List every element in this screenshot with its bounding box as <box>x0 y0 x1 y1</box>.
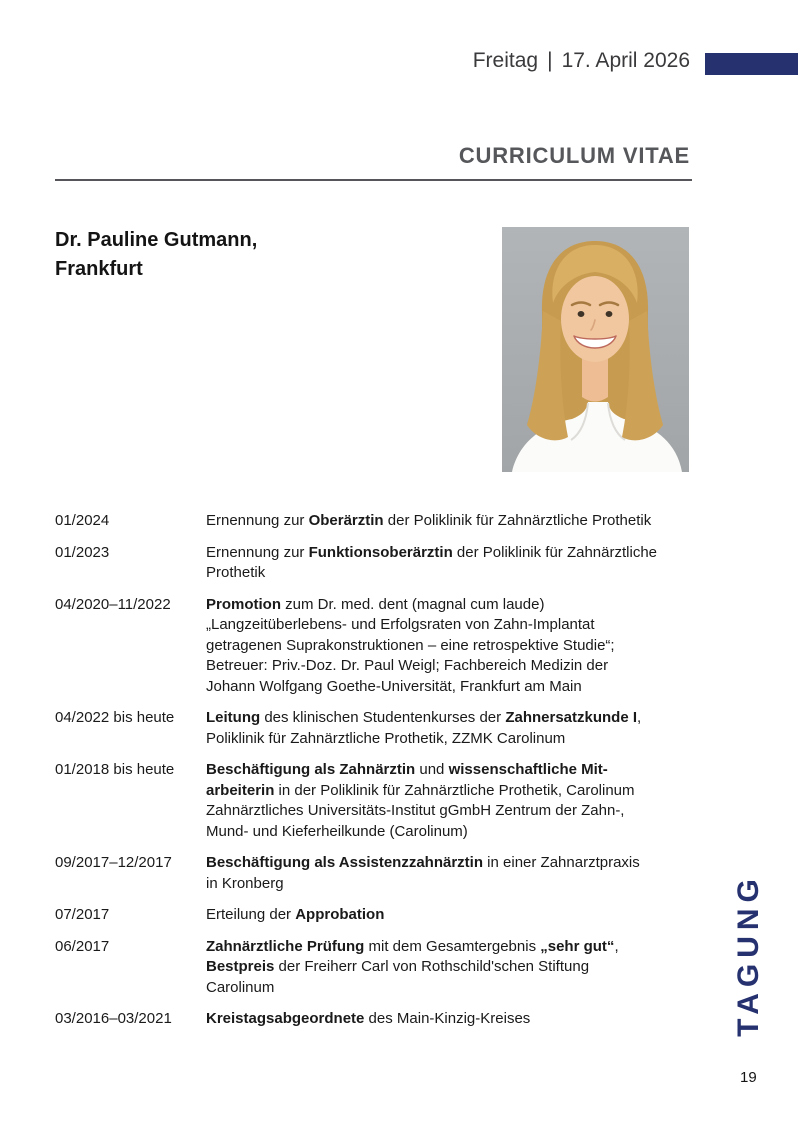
cv-entry-date: 01/2018 bis heute <box>55 761 175 778</box>
cv-entry-date: 04/2022 bis heute <box>55 709 175 726</box>
cv-entry-date: 09/2017–12/2017 <box>55 854 172 871</box>
cv-entry <box>55 708 770 749</box>
cv-entry-line: Betreuer: Priv.-Doz. Dr. Paul Weigl; Fachbereich Medizin der <box>206 657 609 674</box>
cv-entry-description <box>206 937 770 999</box>
divider-line <box>55 179 692 181</box>
cv-entry-description <box>206 1009 770 1030</box>
portrait-photo <box>502 227 689 472</box>
cv-entry-date: 04/2020–11/2022 <box>55 595 171 613</box>
cv-entry <box>55 511 770 532</box>
person-name-block <box>55 226 257 284</box>
header-date <box>473 49 690 73</box>
cv-entry-date: 03/2016–03/2021 <box>55 1010 172 1027</box>
cv-entry <box>55 1009 770 1030</box>
cv-entry-line: Zahnärztliches Universitäts-Institut gGmbH Zentrum der Zahn-, <box>206 802 625 819</box>
cv-entry-line: Johann Wolfgang Goethe-Universität, Frankfurt am Main <box>206 677 582 695</box>
cv-entry-line: arbeiterin in der Poliklinik für Zahnärztliche Prothetik, Carolinum <box>206 781 635 799</box>
header-day-label: Freitag <box>472 49 539 72</box>
cv-entry <box>55 937 770 999</box>
cv-entry-line: Leitung des klinischen Studentenkurses der Zahnersatzkunde I, <box>206 709 642 726</box>
cv-timeline <box>55 511 770 1041</box>
cv-entry <box>55 595 770 698</box>
cv-entry-description <box>206 511 770 532</box>
cv-entry-line: getragenen Suprakonstruktionen – eine retrospektive Studie“; <box>206 636 615 654</box>
cv-entry <box>55 853 770 894</box>
cv-entry-line: Erteilung der Approbation <box>206 906 385 923</box>
cv-entry <box>55 905 770 926</box>
cv-entry <box>55 760 770 842</box>
cv-entry-description <box>206 760 770 842</box>
cv-entry-date: 06/2017 <box>55 937 110 955</box>
header-date-label: 17. April 2026 <box>561 49 690 72</box>
cv-entry-line: Ernennung zur Funktionsoberärztin der Poliklinik für Zahnärztliche <box>206 543 658 561</box>
cv-entry-line: Poliklinik für Zahnärztliche Prothetik, ZZMK Carolinum <box>206 729 566 747</box>
cv-entry-line: Zahnärztliche Prüfung mit dem Gesamtergebnis „sehr gut“, <box>206 937 619 955</box>
cv-entry-description <box>206 595 770 698</box>
cv-entry-description <box>206 543 770 584</box>
cv-entry-line: in Kronberg <box>206 874 284 892</box>
cv-entry-line: Mund- und Kieferheilkunde (Carolinum) <box>206 822 468 840</box>
cv-entry-description <box>206 708 770 749</box>
cv-entry-line: Promotion zum Dr. med. dent (magnal cum laude) <box>206 595 545 613</box>
cv-entry <box>55 543 770 584</box>
section-title: CURRICULUM VITAE <box>458 143 690 168</box>
cv-entry-line: Bestpreis der Freiherr Carl von Rothschild'schen Stiftung <box>206 958 590 975</box>
cv-entry-date: 07/2017 <box>55 906 110 923</box>
cv-entry-line: Kreistagsabgeordnete des Main-Kinzig-Kreises <box>206 1010 531 1027</box>
cv-entry-line: Beschäftigung als Assistenzzahnärztin in einer Zahnarztpraxis <box>206 854 640 871</box>
portrait-photo-illustration <box>502 227 689 472</box>
cv-entry-date: 01/2023 <box>55 543 110 561</box>
header-accent-bar <box>705 53 798 75</box>
sidebar-label-tagung: TAGUNG <box>732 873 765 1037</box>
header-separator: | <box>547 49 553 72</box>
person-name: Dr. Pauline Gutmann, <box>55 229 258 251</box>
cv-entry-line: Beschäftigung als Zahnärztin und wissenschaftliche Mit- <box>206 761 608 778</box>
cv-entry-line: „Langzeitüberlebens- und Erfolgsraten von Zahn-Implantat <box>206 616 595 633</box>
cv-entry-description <box>206 905 770 926</box>
page-number: 19 <box>740 1069 757 1086</box>
cv-entry-line: Ernennung zur Oberärztin der Poliklinik für Zahnärztliche Prothetik <box>206 512 652 529</box>
person-city: Frankfurt <box>55 258 143 280</box>
cv-entry-description <box>206 853 770 894</box>
cv-entry-date: 01/2024 <box>55 512 110 529</box>
cv-entry-line: Prothetik <box>206 564 266 581</box>
cv-entry-line: Carolinum <box>206 978 275 996</box>
